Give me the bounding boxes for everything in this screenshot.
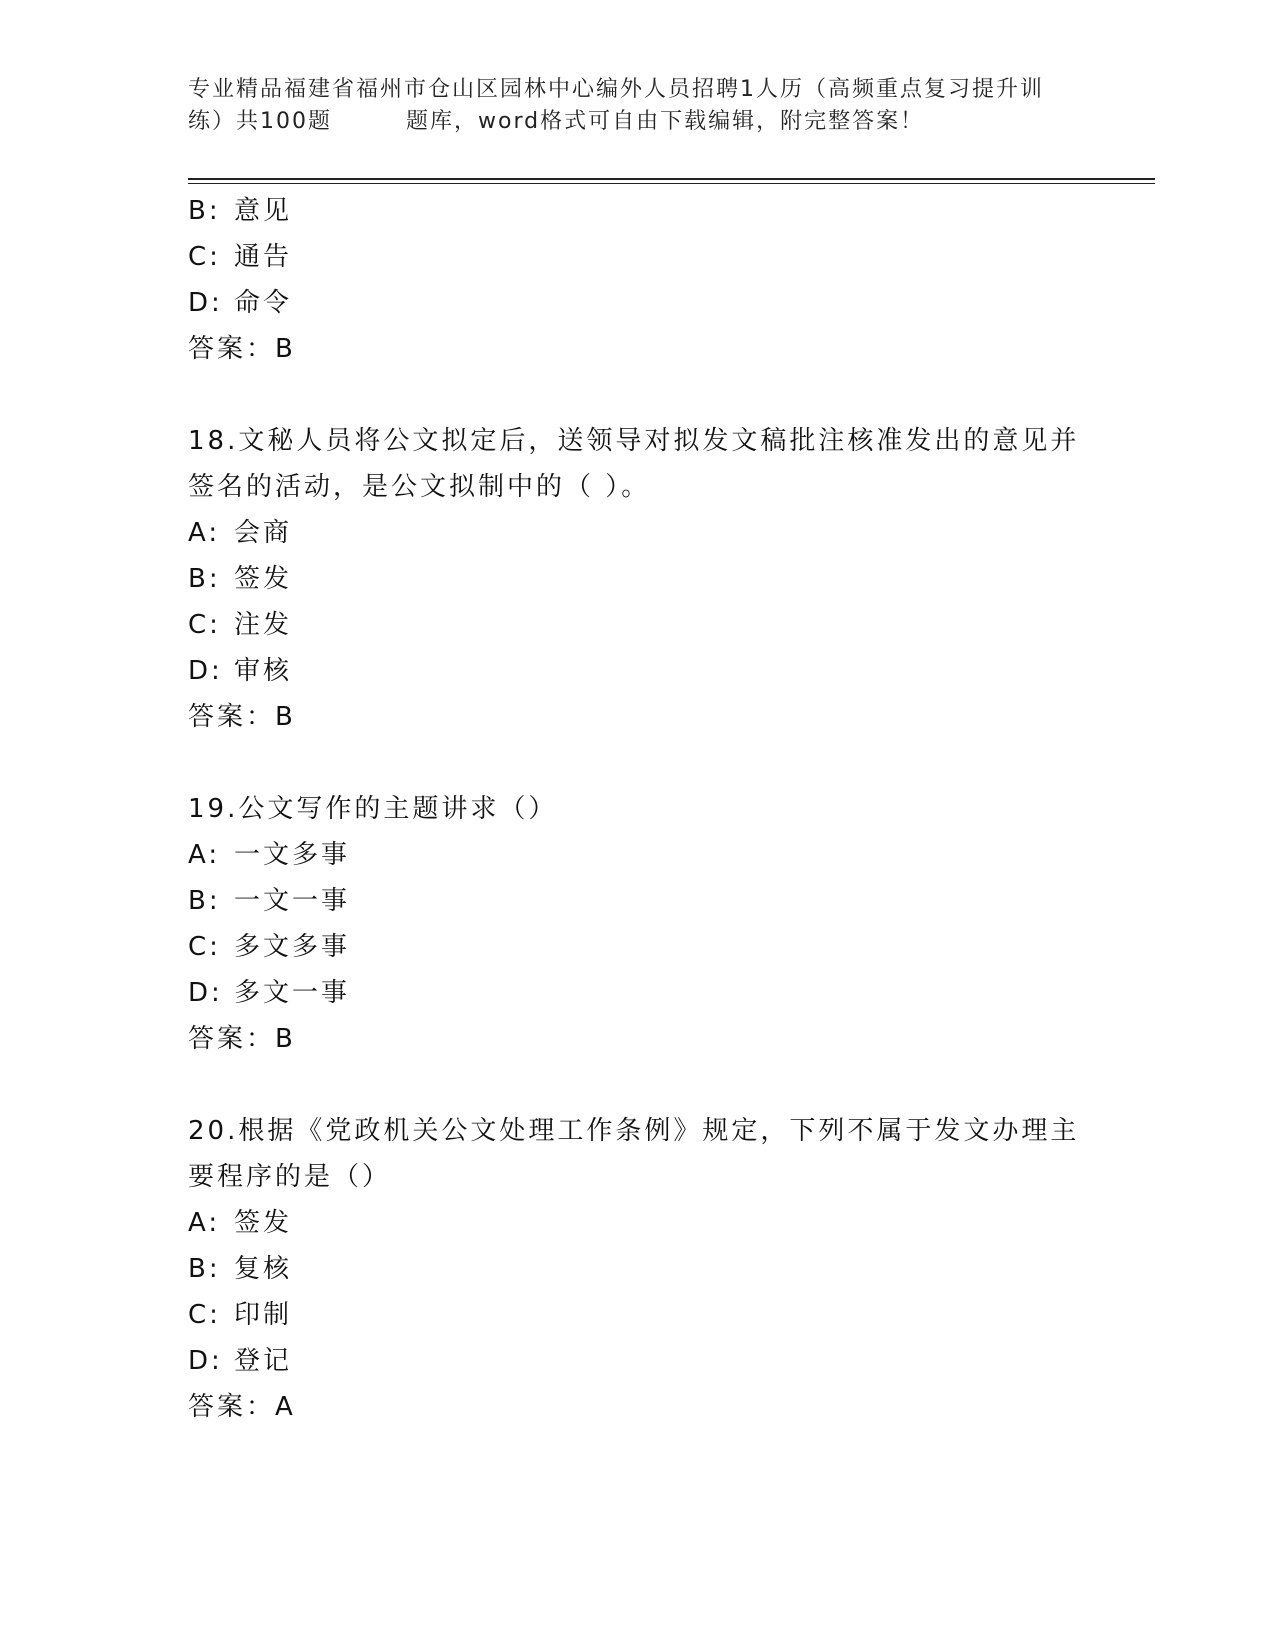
option-b xyxy=(188,878,1088,924)
option-label: C: xyxy=(188,932,221,962)
header-line-1: 专业精品福建省福州市仓山区园林中心编外人员招聘1人历（高频重点复习提升训 xyxy=(188,77,1044,102)
option-label: A: xyxy=(188,518,221,548)
option-c xyxy=(188,602,1088,648)
question-text-line: 19.公文写作的主题讲求（） xyxy=(188,794,558,824)
answer-line: 答案：B xyxy=(188,1024,296,1054)
option-d xyxy=(188,648,1088,694)
option-label: B: xyxy=(188,886,221,916)
document-header xyxy=(188,74,1088,138)
option-text: 复核 xyxy=(234,1254,293,1284)
option-a xyxy=(188,510,1088,556)
question-text-line: 签名的活动，是公文拟制中的（ ）。 xyxy=(188,472,651,502)
option-a xyxy=(188,832,1088,878)
option-label: D: xyxy=(188,288,223,318)
option-c xyxy=(188,924,1088,970)
option-text: 签发 xyxy=(234,1208,293,1238)
question-prev xyxy=(188,188,1088,372)
option-c xyxy=(188,234,1088,280)
header-line-2a: 练）共100题 xyxy=(188,109,332,134)
header-rule-thin xyxy=(188,183,1155,184)
option-a xyxy=(188,1200,1088,1246)
question-18 xyxy=(188,418,1088,740)
option-text: 通告 xyxy=(234,242,293,272)
option-label: D: xyxy=(188,978,223,1008)
option-text: 一文多事 xyxy=(234,840,351,870)
option-b xyxy=(188,556,1088,602)
option-label: D: xyxy=(188,1346,223,1376)
option-d xyxy=(188,1338,1088,1384)
question-text-line: 20.根据《党政机关公文处理工作条例》规定，下列不属于发文办理主 xyxy=(188,1116,1080,1146)
option-text: 登记 xyxy=(234,1346,293,1376)
header-line-2b: 题库，word格式可自由下载编辑，附完整答案！ xyxy=(406,109,925,134)
option-label: D: xyxy=(188,656,223,686)
option-text: 签发 xyxy=(234,564,293,594)
question-text-line: 要程序的是（） xyxy=(188,1162,392,1192)
option-label: C: xyxy=(188,610,221,640)
option-label: C: xyxy=(188,242,221,272)
option-text: 一文一事 xyxy=(234,886,351,916)
question-text-line: 18.文秘人员将公文拟定后，送领导对拟发文稿批注核准发出的意见并 xyxy=(188,426,1080,456)
option-text: 多文一事 xyxy=(234,978,351,1008)
option-text: 审核 xyxy=(234,656,293,686)
option-c xyxy=(188,1292,1088,1338)
option-b xyxy=(188,188,1088,234)
header-line-2 xyxy=(188,106,1088,138)
option-label: B: xyxy=(188,1254,221,1284)
header-rule-thick xyxy=(188,178,1155,180)
option-label: A: xyxy=(188,1208,221,1238)
option-label: B: xyxy=(188,564,221,594)
option-label: B: xyxy=(188,196,221,226)
question-19 xyxy=(188,786,1088,1062)
answer-line: 答案：B xyxy=(188,334,296,364)
answer-line: 答案：A xyxy=(188,1392,296,1422)
answer-line: 答案：B xyxy=(188,702,296,732)
option-text: 印制 xyxy=(234,1300,293,1330)
option-b xyxy=(188,1246,1088,1292)
option-label: C: xyxy=(188,1300,221,1330)
option-text: 多文多事 xyxy=(234,932,351,962)
option-text: 命令 xyxy=(234,288,293,318)
option-text: 注发 xyxy=(234,610,293,640)
question-20 xyxy=(188,1108,1088,1430)
option-text: 意见 xyxy=(234,196,293,226)
option-text: 会商 xyxy=(234,518,293,548)
option-d xyxy=(188,970,1088,1016)
option-d xyxy=(188,280,1088,326)
question-list xyxy=(188,188,1088,1430)
option-label: A: xyxy=(188,840,221,870)
